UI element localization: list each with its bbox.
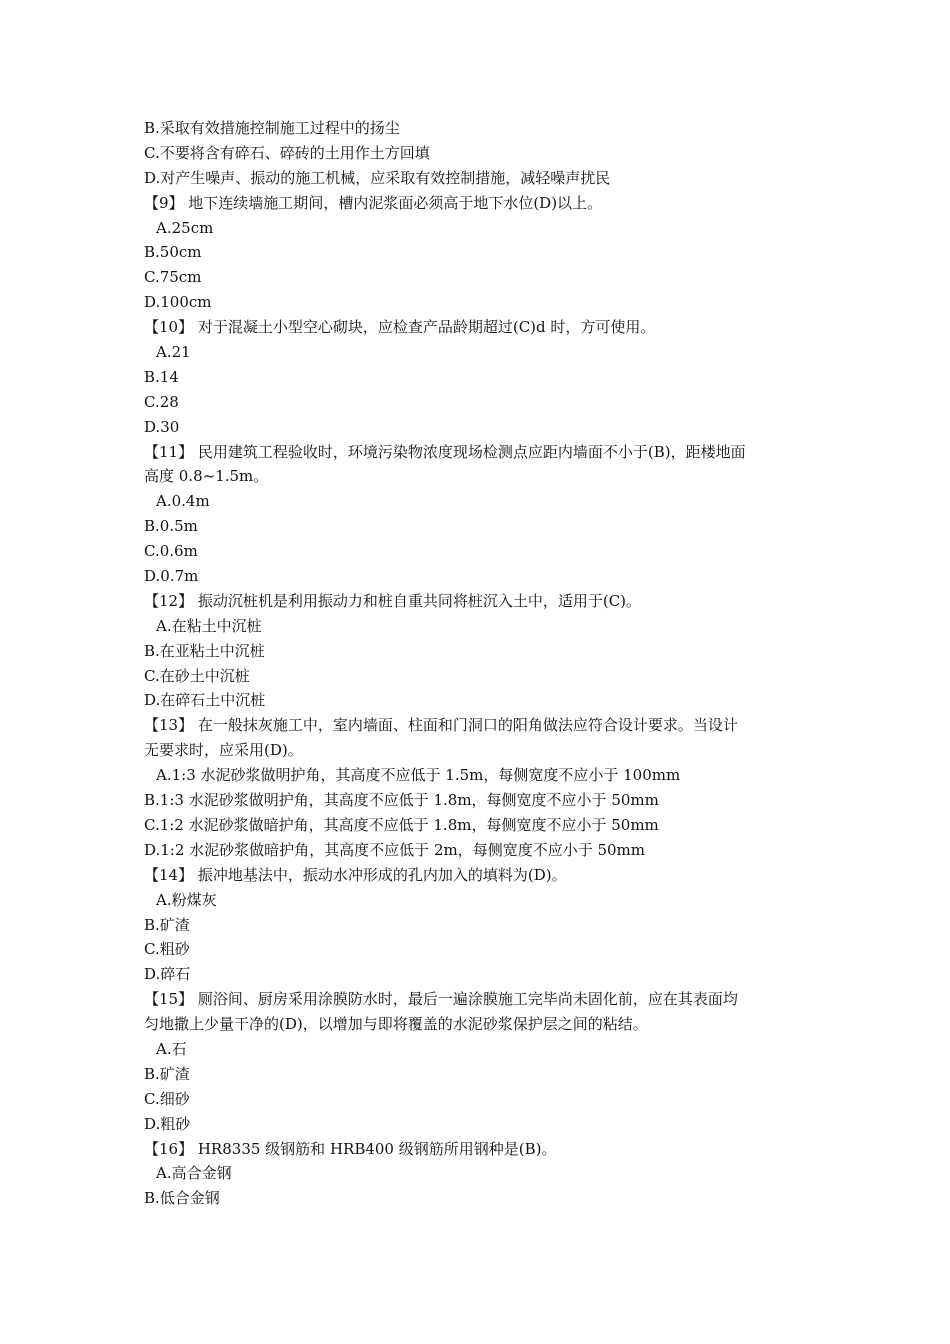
text-line: B.1:3 水泥砂浆做明护角，其高度不应低于 1.8m，每侧宽度不应小于 50mm	[144, 791, 659, 810]
text-line: A.粉煤灰	[156, 890, 217, 909]
text-line: D.0.7m	[144, 567, 199, 586]
text-line: B.14	[144, 367, 179, 386]
text-line: A.在粘土中沉桩	[156, 616, 262, 635]
text-line: 高度 0.8~1.5m。	[144, 467, 269, 486]
text-line: 【10】 对于混凝土小型空心砌块，应检查产品龄期超过(C)d 时，方可使用。	[144, 318, 656, 337]
text-line: C.不要将含有碎石、碎砖的土用作土方回填	[144, 143, 430, 162]
text-line: C.75cm	[144, 268, 202, 287]
text-line: A.25cm	[156, 218, 214, 237]
text-line: B.矿渣	[144, 915, 190, 934]
text-line: D.1:2 水泥砂浆做暗护角，其高度不应低于 2m，每侧宽度不应小于 50mm	[144, 840, 646, 859]
text-line: B.低合金钢	[144, 1189, 220, 1208]
text-line: A.高合金钢	[156, 1164, 232, 1183]
text-line: 【14】 振冲地基法中，振动水冲形成的孔内加入的填料为(D)。	[144, 865, 567, 884]
text-line: D.粗砂	[144, 1114, 191, 1133]
text-line: C.1:2 水泥砂浆做暗护角，其高度不应低于 1.8m，每侧宽度不应小于 50mm	[144, 815, 659, 834]
text-line: C.28	[144, 392, 179, 411]
text-line: 【16】 HR8335 级钢筋和 HRB400 级钢筋所用钢种是(B)。	[144, 1139, 557, 1158]
text-line: D.30	[144, 417, 180, 436]
text-line: 【9】 地下连续墙施工期间，槽内泥浆面必须高于地下水位(D)以上。	[144, 193, 603, 212]
text-line: C.在砂土中沉桩	[144, 666, 250, 685]
text-line: 【13】 在一般抹灰施工中，室内墙面、柱面和门洞口的阳角做法应符合设计要求。当设计	[144, 716, 738, 735]
text-line: B.采取有效措施控制施工过程中的扬尘	[144, 119, 400, 137]
text-line: D.100cm	[144, 293, 212, 312]
text-line: D.对产生噪声、振动的施工机械，应采取有效控制措施，减轻噪声扰民	[144, 168, 611, 187]
text-line: B.矿渣	[144, 1064, 190, 1083]
text-line: 【12】 振动沉桩机是利用振动力和桩自重共同将桩沉入土中，适用于(C)。	[144, 591, 642, 610]
text-line: C.0.6m	[144, 542, 198, 561]
text-line: D.碎石	[144, 965, 191, 984]
text-line: B.在亚粘土中沉桩	[144, 641, 265, 660]
document-body	[144, 116, 824, 1211]
text-line: 匀地撒上少量干净的(D)，以增加与即将覆盖的水泥砂浆保护层之间的粘结。	[144, 1015, 648, 1034]
text-line: A.1:3 水泥砂浆做明护角，其高度不应低于 1.5m，每侧宽度不应小于 100mm	[156, 766, 681, 785]
text-line: D.在碎石土中沉桩	[144, 691, 266, 710]
text-line: A.0.4m	[156, 492, 210, 511]
text-line: 无要求时，应采用(D)。	[144, 741, 303, 760]
text-line: C.细砂	[144, 1089, 190, 1108]
text-line: A.21	[156, 343, 191, 362]
text-line: C.粗砂	[144, 940, 190, 959]
text-line: B.0.5m	[144, 517, 198, 536]
text-line: A.石	[156, 1039, 187, 1058]
text-line: B.50cm	[144, 243, 202, 262]
text-line: 【11】 民用建筑工程验收时，环境污染物浓度现场检测点应距内墙面不小于(B)，距楼地面	[144, 442, 746, 461]
text-line: 【15】 厕浴间、厨房采用涂膜防水时，最后一遍涂膜施工完毕尚未固化前，应在其表面均	[144, 990, 738, 1009]
